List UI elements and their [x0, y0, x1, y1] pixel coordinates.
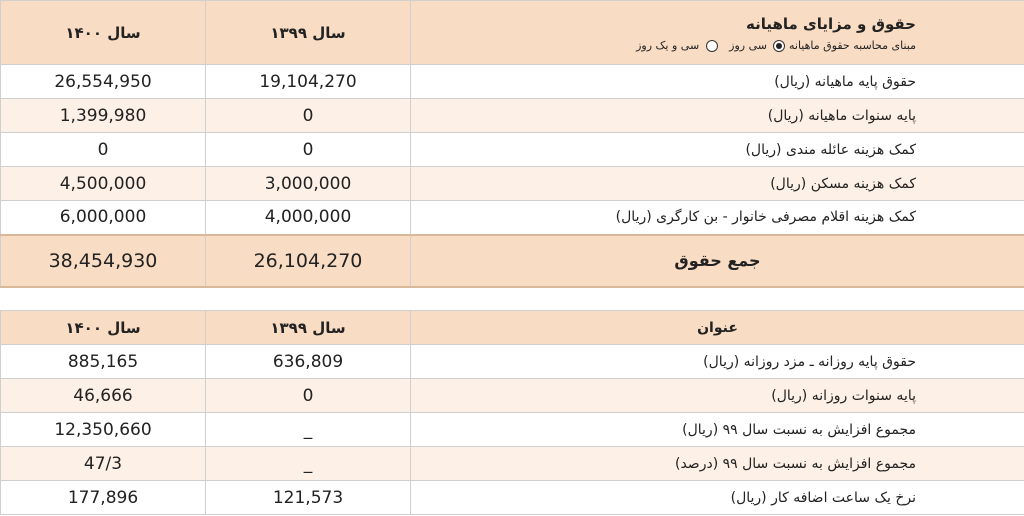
row-label: پایه سنوات روزانه (ریال): [411, 379, 1024, 413]
option-31-days-label: سی و یک روز: [636, 39, 700, 52]
value-1399: 636,809: [206, 345, 411, 379]
value-1400: 26,554,950: [1, 65, 206, 99]
calculation-basis-label: مبنای محاسبه حقوق ماهیانه: [788, 39, 916, 52]
value-1399: _: [206, 447, 411, 481]
value-1400: 0: [1, 133, 206, 167]
value-1400: 47/3: [1, 447, 206, 481]
value-1399: _: [206, 413, 411, 447]
column-header-1399: سال ۱۳۹۹: [206, 1, 411, 65]
row-label: کمک هزینه مسکن (ریال): [411, 167, 1024, 201]
table-header-row: [1, 311, 1024, 345]
table-row: [1, 99, 1024, 133]
column-header-1399: سال ۱۳۹۹: [206, 311, 411, 345]
table-separator: [0, 288, 1024, 310]
value-1399: 4,000,000: [206, 201, 411, 235]
radio-unselected-icon[interactable]: [706, 40, 718, 52]
row-label: کمک هزینه عائله مندی (ریال): [411, 133, 1024, 167]
value-1400: 177,896: [1, 481, 206, 515]
table-row: [1, 167, 1024, 201]
row-label: مجموع افزایش به نسبت سال ۹۹ (درصد): [411, 447, 1024, 481]
table-title: حقوق و مزایای ماهیانه: [746, 15, 916, 33]
table-row: [1, 345, 1024, 379]
option-30-days[interactable]: [729, 39, 785, 52]
value-1400: 885,165: [1, 345, 206, 379]
total-value-1400: 38,454,930: [1, 235, 206, 287]
row-label: حقوق پایه روزانه ـ مزد روزانه (ریال): [411, 345, 1024, 379]
value-1400: 1,399,980: [1, 99, 206, 133]
table-title-cell: [411, 1, 1024, 65]
table-row: [1, 201, 1024, 235]
value-1399: 0: [206, 99, 411, 133]
table-row: [1, 133, 1024, 167]
option-31-days[interactable]: [636, 39, 718, 52]
table-row: [1, 447, 1024, 481]
table-row: [1, 481, 1024, 515]
radio-selected-icon[interactable]: [773, 40, 785, 52]
row-label: پایه سنوات ماهیانه (ریال): [411, 99, 1024, 133]
row-label: نرخ یک ساعت اضافه کار (ریال): [411, 481, 1024, 515]
value-1399: 0: [206, 379, 411, 413]
option-30-days-label: سی روز: [729, 39, 767, 52]
column-header-1400: سال ۱۴۰۰: [1, 311, 206, 345]
row-label: کمک هزینه اقلام مصرفی خانوار - بن کارگری (ریال): [411, 201, 1024, 235]
total-label: جمع حقوق: [411, 235, 1024, 287]
total-row: [1, 235, 1024, 287]
row-label: حقوق پایه ماهیانه (ریال): [411, 65, 1024, 99]
value-1400: 4,500,000: [1, 167, 206, 201]
total-value-1399: 26,104,270: [206, 235, 411, 287]
table-row: [1, 65, 1024, 99]
column-header-title: عنوان: [411, 311, 1024, 345]
value-1399: 19,104,270: [206, 65, 411, 99]
table-row: [1, 413, 1024, 447]
value-1399: 0: [206, 133, 411, 167]
column-header-1400: سال ۱۴۰۰: [1, 1, 206, 65]
daily-wage-table: [0, 310, 1024, 515]
value-1400: 12,350,660: [1, 413, 206, 447]
table-header-row: [1, 1, 1024, 65]
value-1399: 121,573: [206, 481, 411, 515]
value-1400: 46,666: [1, 379, 206, 413]
row-label: مجموع افزایش به نسبت سال ۹۹ (ریال): [411, 413, 1024, 447]
value-1400: 6,000,000: [1, 201, 206, 235]
calculation-basis: [411, 39, 916, 52]
value-1399: 3,000,000: [206, 167, 411, 201]
table-row: [1, 379, 1024, 413]
